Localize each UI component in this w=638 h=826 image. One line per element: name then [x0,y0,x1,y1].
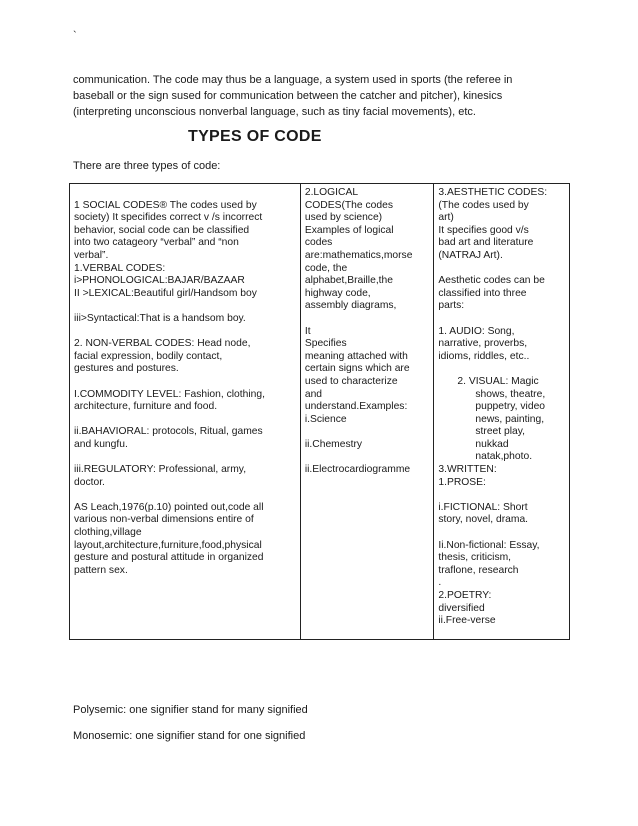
col3-line: 3.AESTHETIC CODES: [438,187,548,198]
col1-line: AS Leach,1976(p.10) pointed out,code all [74,501,264,513]
col3-line: shows, theatre, [475,388,546,400]
col1-line: doctor. [74,476,105,488]
col1-line: I.COMMODITY LEVEL: Fashion, clothing, [74,388,265,400]
col1-line: gestures and postures. [74,363,179,375]
col2-line: assembly diagrams, [304,300,397,312]
social-codes-text [74,187,296,635]
col3-line [438,363,565,376]
col3-line [438,313,565,326]
col1-line: 2. NON-VERBAL CODES: Head node, [74,338,251,350]
col1-line [74,376,296,389]
col3-line: Ii.Non-fictional: Essay, [438,539,540,551]
col2-line [305,426,430,439]
col2-line: used to characterize [304,375,398,387]
col1-line [74,451,296,464]
col1-line [74,326,296,339]
col3-line: nukkad [475,438,509,450]
col2-line: ii.Electrocardiogramme [304,464,411,476]
col3-line: traflone, research [438,564,519,576]
code-types-table [69,183,570,640]
col2-line [305,313,430,326]
aesthetic-codes-text [438,187,565,635]
col1-line: various non-verbal dimensions entire of [74,514,254,526]
col1-line: into two catageory “verbal” and “non [74,237,239,249]
col2-line: codes [304,237,333,249]
lead-sentence: There are three types of code: [73,160,221,172]
col3-line: It specifies good v/s [438,224,529,236]
col1-line: society) It specifides correct v /s incorrect [74,212,263,224]
col3-line: Aesthetic codes can be [438,275,545,287]
col2-line: alphabet,Braille,the [304,275,394,287]
intro-paragraph [73,72,573,120]
table-row [70,184,570,640]
col3-line: puppetry, video [475,401,546,413]
col1-line: 1 SOCIAL CODES® The codes used by [74,199,257,211]
col2-line: Specifies [304,338,347,350]
col1-line: II >LEXICAL:Beautiful girl/Handsom boy [74,287,257,299]
col2-line [305,451,430,464]
col2-line: used by science) [304,212,383,224]
intro-line: communication. The code may thus be a language, a system used in sports (the referee in [73,74,513,86]
col2-line: and [304,388,323,400]
col3-line: parts: [438,300,465,312]
col1-line: iii.REGULATORY: Professional, army, [74,464,247,476]
col3-line: i.FICTIONAL: Short [438,501,528,513]
aesthetic-codes-cell [434,184,570,640]
col2-line: CODES(The codes [304,199,393,211]
col3-line: news, painting, [475,413,545,425]
col2-line: 2.LOGICAL [304,187,359,198]
col2-line: It [304,325,311,337]
col1-line: facial expression, bodily contact, [74,350,223,362]
col3-line: narrative, proverbs, [438,338,528,350]
col1-line: iii>Syntactical:That is a handsom boy. [74,312,246,324]
social-codes-cell [70,184,301,640]
col3-line: 2. VISUAL: Magic [457,375,539,387]
col2-line: meaning attached with [304,350,408,362]
col2-line: ii.Chemestry [304,438,363,450]
col1-line: ii.BAHAVIORAL: protocols, Ritual, games [74,426,263,438]
col3-line: diversified [438,602,485,614]
col3-line: 3.WRITTEN: [438,464,497,476]
intro-line: (interpreting unconscious nonverbal language, such as tiny facial movements), etc. [73,106,476,118]
col1-line [74,187,296,200]
col1-line: pattern sex. [74,564,128,576]
col3-line: art) [438,212,454,224]
col2-line: certain signs which are [304,363,410,375]
col3-line: . [438,577,442,589]
col1-line: i>PHONOLOGICAL:BAJAR/BAZAAR [74,275,245,287]
col3-line: street play, [475,426,525,438]
col1-line: layout,architecture,furniture,food,physical [74,539,262,551]
col3-line: natak,photo. [475,451,533,463]
col3-line: idioms, riddles, etc.. [438,350,530,362]
col3-line: 2.POETRY: [438,590,492,601]
col2-line: Examples of logical [304,224,394,236]
col3-line: bad art and literature [438,237,534,249]
col1-line: gesture and postural attitude in organized [74,552,264,564]
stray-mark: ` [73,30,77,42]
logical-codes-text [305,187,430,635]
col2-line: code, the [304,262,348,274]
logical-codes-cell [300,184,434,640]
col3-line [438,489,565,502]
col3-line: (The codes used by [438,199,529,211]
col1-line: behavior, social code can be classified [74,224,250,236]
col2-line: understand.Examples: [304,401,408,413]
col1-line: and kungfu. [74,438,128,450]
col3-line [438,263,565,276]
monosemic-definition: Monosemic: one signifier stand for one signified [73,730,306,742]
col3-line: 1.PROSE: [438,476,486,488]
col1-line: 1.VERBAL CODES: [74,262,166,274]
col1-line: clothing,village [74,527,142,539]
col1-line: architecture, furniture and food. [74,401,218,413]
col1-line: verbal”. [74,249,109,261]
col3-line: (NATRAJ Art). [438,249,503,261]
polysemic-definition: Polysemic: one signifier stand for many signified [73,704,308,716]
col2-line: highway code, [304,287,371,299]
col2-line: i.Science [304,413,347,425]
col3-line: story, novel, drama. [438,514,529,526]
col3-line: ii.Free-verse [438,615,496,627]
col2-line: are:mathematics,morse [304,249,413,261]
section-heading: TYPES OF CODE [188,128,322,145]
intro-line: baseball or the sign sused for communication between the catcher and pitcher), kinesics [73,90,503,102]
col1-line [74,414,296,427]
col1-line [74,489,296,502]
col3-line [438,527,565,540]
col3-line: thesis, criticism, [438,552,512,564]
col3-line: classified into three [438,287,527,299]
col1-line [74,300,296,313]
col3-line: 1. AUDIO: Song, [438,325,515,337]
